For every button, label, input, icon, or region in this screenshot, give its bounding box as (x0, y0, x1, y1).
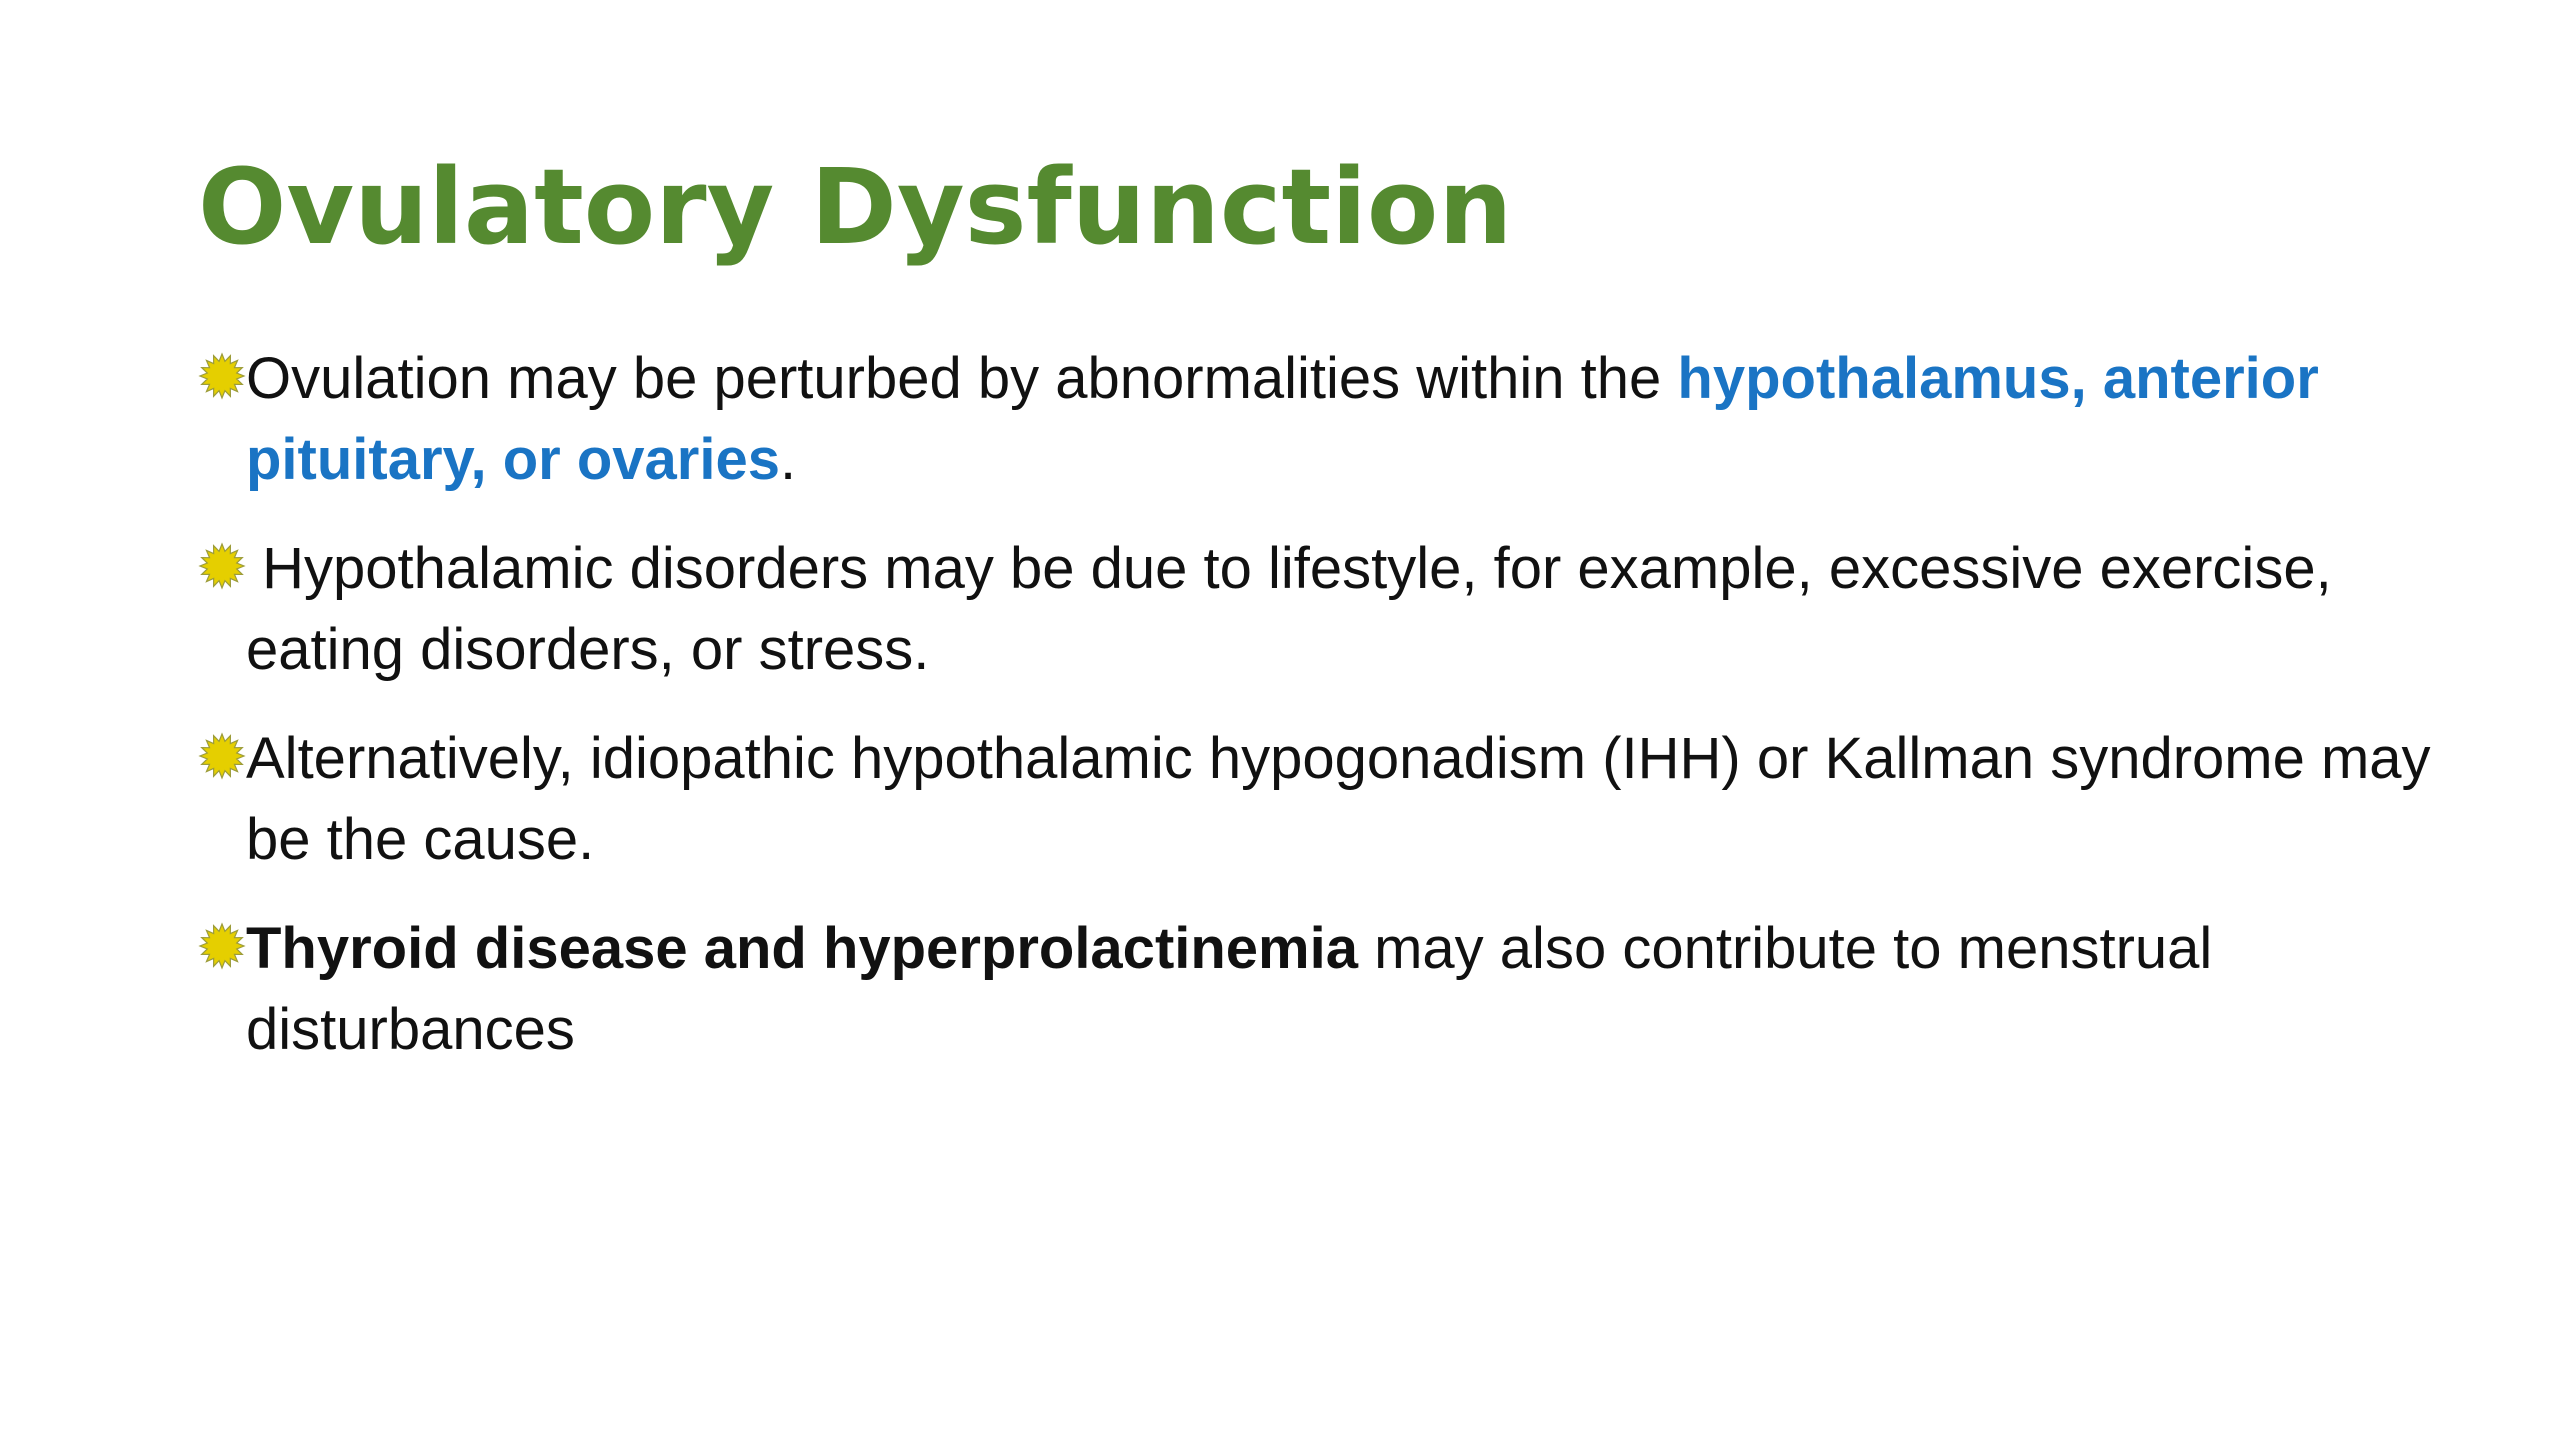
bullet-text-suffix: . (779, 427, 797, 492)
bullet-item-ovulation (198, 338, 2448, 500)
slide-title: Ovulatory Dysfunction (198, 146, 1513, 268)
bullet-text: Alternatively, idiopathic hypothalamic hypogonadism (IHH) or Kallman syndrome may be the cause. (246, 726, 2431, 872)
sunburst-bullet-icon (198, 542, 246, 590)
sunburst-bullet-icon (198, 922, 246, 970)
bullet-text: Ovulation may be perturbed by abnormalities within the (246, 346, 1678, 411)
sunburst-bullet-icon (198, 732, 246, 780)
bullet-text: Hypothalamic disorders may be due to lifestyle, for example, excessive exercise, eating disorders, or stress. (246, 536, 2348, 682)
bullet-item-hypothalamic (198, 528, 2448, 690)
bullet-item-thyroid (198, 908, 2448, 1070)
bullet-list (198, 338, 2448, 1098)
sunburst-bullet-icon (198, 352, 246, 400)
highlighted-text: hypothalamus, anterior pituitary, or ovaries (246, 346, 2319, 492)
bullet-text-suffix: may also contribute to menstrual disturbances (246, 916, 2213, 1062)
bullet-item-alternatively (198, 718, 2448, 880)
bold-text: Thyroid disease and hyperprolactinemia (246, 916, 1358, 981)
